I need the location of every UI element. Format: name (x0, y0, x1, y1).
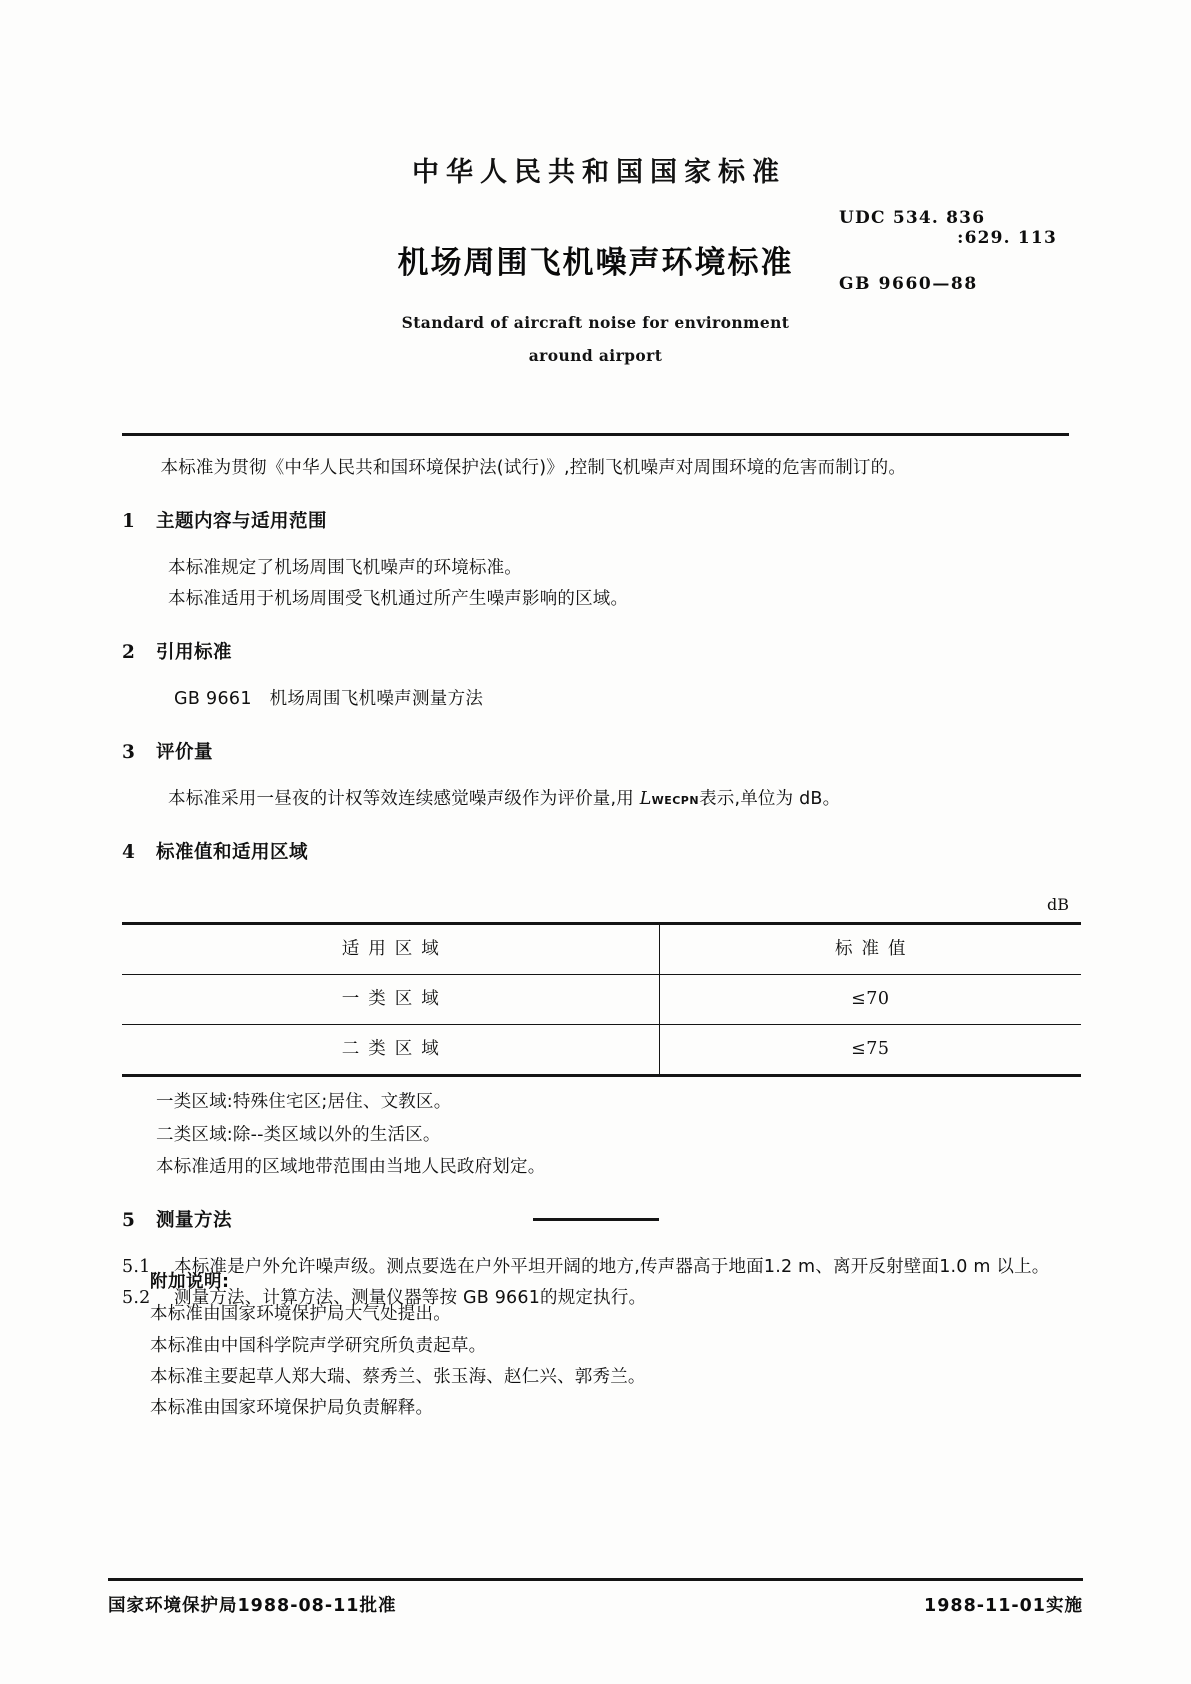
cell-zone-2: 二类区域 (341, 1039, 448, 1060)
section-title-1: 主题内容与适用范围 (156, 511, 328, 533)
cell-zone-1: 一类区域 (341, 989, 448, 1010)
clause-5-1-label: 5.1 (122, 1256, 151, 1277)
clause-5-1-text: 本标准是户外允许噪声级。测点要选在户外平坦开阔的地方,传声器高于地面1.2 m、离开反射壁面1.0 m 以上。 (174, 1256, 1050, 1277)
gb-standard-number: GB 9660—88 (839, 274, 978, 294)
table-row (122, 975, 1081, 1025)
english-title (0, 307, 1191, 372)
national-standard-label: 中华人民共和国国家标准 (412, 157, 786, 188)
eval-subscript: WECPN (651, 793, 700, 807)
appendix-block (150, 1268, 646, 1426)
table-note-3: 本标准适用的区域地带范围由当地人民政府划定。 (156, 1156, 546, 1177)
footer-divider (108, 1578, 1083, 1581)
udc-code-line2: :629. 113 (957, 228, 1057, 248)
section-heading-4 (122, 839, 1081, 868)
appendix-title: 附加说明: (150, 1272, 230, 1292)
table-note-1: 一类区域:特殊住宅区;居住、文教区。 (156, 1092, 452, 1113)
page-title: 机场周围飞机噪声环境标准 (397, 245, 794, 281)
column-header-value: 标准值 (659, 924, 1081, 975)
section-heading-5 (122, 1207, 1081, 1236)
table-header-row (122, 924, 1081, 975)
clause-5-2-text: 测量方法、计算方法、测量仪器等按 GB 9661的规定执行。 (174, 1287, 647, 1308)
document-header (0, 150, 1191, 380)
section-number-4: 4 (122, 841, 136, 863)
table-unit-label: dB (1047, 895, 1069, 915)
footer-implementation: 1988-11-01实施 (924, 1596, 1083, 1616)
appendix-line-4: 本标准由国家环境保护局负责解释。 (150, 1398, 434, 1419)
udc-code-line1: UDC 534. 836 (839, 208, 986, 228)
header-divider (122, 433, 1069, 436)
section-separator-rule (533, 1218, 659, 1221)
eval-suffix: 表示,单位为 dB。 (699, 788, 841, 809)
section-1-paragraph-2: 本标准适用于机场周围受飞机通过所产生噪声影响的区域。 (168, 588, 629, 609)
appendix-line-2: 本标准由中国科学院声学研究所负责起草。 (150, 1335, 487, 1356)
section-title-3: 评价量 (156, 741, 214, 763)
section-1-paragraph-1: 本标准规定了机场周围飞机噪声的环境标准。 (168, 557, 522, 578)
table-body (122, 975, 1081, 1076)
table-notes (122, 1089, 1081, 1180)
english-title-line2: around airport (528, 345, 663, 365)
standard-values-table (122, 922, 1081, 1077)
section-title-4: 标准值和适用区域 (156, 841, 309, 863)
table-row (122, 1025, 1081, 1076)
section-number-3: 3 (122, 741, 136, 763)
footer-approval: 国家环境保护局1988-08-11批准 (108, 1596, 397, 1616)
section-number-1: 1 (122, 511, 136, 533)
appendix-line-3: 本标准主要起草人郑大瑞、蔡秀兰、张玉海、赵仁兴、郭秀兰。 (150, 1367, 646, 1388)
section-title-2: 引用标准 (156, 642, 233, 664)
document-footer (108, 1592, 1083, 1617)
evaluation-quantity-paragraph (168, 786, 1081, 813)
clause-5-2-label: 5.2 (122, 1287, 151, 1308)
appendix-line-1: 本标准由国家环境保护局大气处提出。 (150, 1304, 451, 1325)
cell-value-1: ≤70 (659, 975, 1081, 1025)
section-heading-2 (122, 639, 1081, 668)
table-head (122, 924, 1081, 975)
section-heading-3 (122, 739, 1081, 768)
referenced-standard: GB 9661 机场周围飞机噪声测量方法 (174, 688, 484, 709)
section-number-5: 5 (122, 1209, 136, 1231)
intro-paragraph: 本标准为贯彻《中华人民共和国环境保护法(试行)》,控制飞机噪声对周围环境的危害而制订的。 (160, 458, 907, 478)
cell-value-2: ≤75 (659, 1025, 1081, 1076)
column-header-zone: 适用区域 (341, 939, 448, 960)
eval-prefix: 本标准采用一昼夜的计权等效连续感觉噪声级作为评价量,用 (168, 788, 640, 809)
section-number-2: 2 (122, 642, 136, 664)
document-body (122, 455, 1081, 1316)
section-title-5: 测量方法 (156, 1209, 233, 1231)
standard-codes (839, 208, 1069, 294)
table-note-2: 二类区域:除--类区域以外的生活区。 (156, 1124, 441, 1145)
english-title-line1: Standard of aircraft noise for environment (401, 313, 790, 332)
section-heading-1 (122, 508, 1081, 537)
eval-symbol: L (639, 788, 652, 809)
